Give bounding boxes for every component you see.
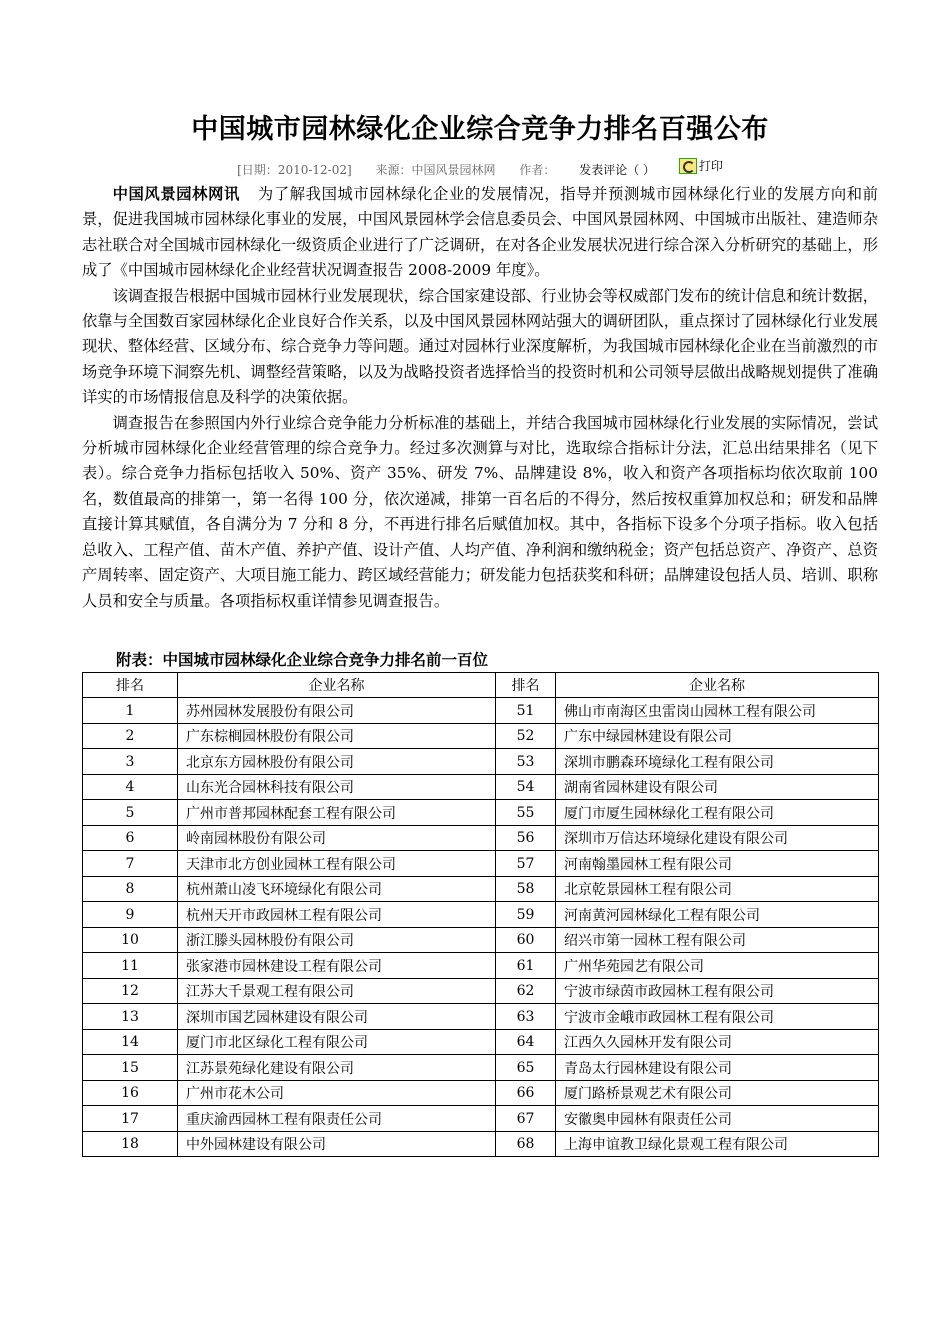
company-cell: 宁波市绿茵市政园林工程有限公司: [556, 978, 879, 1004]
company-cell: 青岛太行园林建设有限公司: [556, 1055, 879, 1081]
rank-cell: 57: [496, 851, 556, 877]
company-cell: 绍兴市第一园林工程有限公司: [556, 927, 879, 953]
rank-cell: 51: [496, 698, 556, 724]
document-page: [82, 100, 878, 1157]
rank-cell: 55: [496, 800, 556, 826]
rank-cell: 2: [83, 723, 178, 749]
rank-cell: 59: [496, 902, 556, 928]
table-row: [83, 927, 879, 953]
company-cell: 广州市花木公司: [178, 1080, 496, 1106]
rank-cell: 64: [496, 1029, 556, 1055]
source-text: 来源：中国风景园林网: [375, 163, 496, 177]
table-row: [83, 825, 879, 851]
company-cell: 广州华苑园艺有限公司: [556, 953, 879, 979]
article-body: [82, 182, 878, 614]
company-cell: 深圳市万信达环境绿化建设有限公司: [556, 825, 879, 851]
company-cell: 杭州天开市政园林工程有限公司: [178, 902, 496, 928]
lead-text: 中国风景园林网讯: [112, 185, 240, 203]
company-cell: 山东光合园林科技有限公司: [178, 774, 496, 800]
company-cell: 北京东方园林股份有限公司: [178, 749, 496, 775]
company-cell: 江苏景苑绿化建设有限公司: [178, 1055, 496, 1081]
company-cell: 杭州萧山凌飞环境绿化有限公司: [178, 876, 496, 902]
company-cell: 上海申谊教卫绿化景观工程有限公司: [556, 1131, 879, 1157]
rank-cell: 3: [83, 749, 178, 775]
company-cell: 深圳市鹏森环境绿化工程有限公司: [556, 749, 879, 775]
rank-cell: 17: [83, 1106, 178, 1132]
table-header-row: [83, 672, 879, 698]
rank-cell: 67: [496, 1106, 556, 1132]
page-title: 中国城市园林绿化企业综合竞争力排名百强公布: [191, 114, 769, 145]
print-icon: [679, 158, 697, 174]
rank-cell: 4: [83, 774, 178, 800]
company-cell: 广州市普邦园林配套工程有限公司: [178, 800, 496, 826]
rank-cell: 65: [496, 1055, 556, 1081]
rank-cell: 53: [496, 749, 556, 775]
company-cell: 深圳市国艺园林建设有限公司: [178, 1004, 496, 1030]
table-body: [83, 698, 879, 1157]
rank-cell: 54: [496, 774, 556, 800]
header-rank-left: 排名: [83, 672, 178, 698]
rank-cell: 9: [83, 902, 178, 928]
rank-cell: 10: [83, 927, 178, 953]
rank-cell: 61: [496, 953, 556, 979]
company-cell: 天津市北方创业园林工程有限公司: [178, 851, 496, 877]
table-row: [83, 978, 879, 1004]
company-cell: 安徽奥申园林有限责任公司: [556, 1106, 879, 1132]
company-cell: 河南黄河园林绿化工程有限公司: [556, 902, 879, 928]
table-row: [83, 876, 879, 902]
date-text: [日期：2010-12-02]: [237, 163, 352, 177]
company-cell: 厦门市北区绿化工程有限公司: [178, 1029, 496, 1055]
rank-cell: 56: [496, 825, 556, 851]
table-row: [83, 698, 879, 724]
author-text: 作者：: [519, 163, 556, 177]
paragraph-2: 该调查报告根据中国城市园林行业发展现状，综合国家建设部、行业协会等权威部门发布的统计信息和统计数据，依靠与全国数百家园林绿化企业良好合作关系，以及中国风景园林网站强大的调研团队，重点探讨了园林绿化行业发展现状、整体经营、区域分布、综合竞争力等问题。通过对园林行业深度解析，为我国城市园林绿化企业在当前激烈的市场竞争环境下洞察先机、调整经营策略，以及为战略投资者选择恰当的投资时机和公司领导层做出战略规划提供了准确详实的市场情报信息及科学的决策依据。: [82, 286, 878, 407]
table-row: [83, 1055, 879, 1081]
paragraph-3: 调查报告在参照国内外行业综合竞争能力分析标准的基础上，并结合我国城市园林绿化行业发展的实际情况，尝试分析城市园林绿化企业经营管理的综合竞争力。经过多次测算与对比，选取综合指标计分法，汇总出结果排名（见下表）。综合竞争力指标包括收入 50%、资产 35%、研发 7%、品牌建设 8%，收入和资产各项指标均依次取前 100 名，数值最高的排第一，第一名得 100 分，依次递减，排第一百名后的不得分，然后按权重算加权总和；研发和品牌直接计算其赋值，各自满分为 7 分和 8 分，不再进行排名后赋值加权。其中，各指标下设多个分项子指标。收入包括总收入、工程产值、苗木产值、养护产值、设计产值、人均产值、净利润和缴纳税金；资产包括总资产、净资产、总资产周转率、固定资产、大项目施工能力、跨区域经营能力；研发能力包括获奖和科研；品牌建设包括人员、培训、职称人员和安全与质量。各项指标权重详情参见调查报告。: [82, 413, 878, 610]
paragraph-1-text: 为了解我国城市园林绿化企业的发展情况，指导并预测城市园林绿化行业的发展方向和前景，促进我国城市园林绿化事业的发展，中国风景园林学会信息委员会、中国风景园林网、中国城市出版社、建造师杂志社联合对全国城市园林绿化一级资质企业进行了广泛调研，在对各企业发展状况进行综合深入分析研究的基础上，形成了《中国城市园林绿化企业经营状况调查报告 2008-2009 年度》。: [82, 185, 878, 280]
article-meta: [82, 156, 878, 176]
rank-cell: 6: [83, 825, 178, 851]
company-cell: 重庆渝西园林工程有限责任公司: [178, 1106, 496, 1132]
table-row: [83, 723, 879, 749]
company-cell: 苏州园林发展股份有限公司: [178, 698, 496, 724]
company-cell: 岭南园林股份有限公司: [178, 825, 496, 851]
header-name-left: 企业名称: [178, 672, 496, 698]
table-row: [83, 774, 879, 800]
rank-cell: 68: [496, 1131, 556, 1157]
table-row: [83, 953, 879, 979]
header-rank-right: 排名: [496, 672, 556, 698]
rank-cell: 62: [496, 978, 556, 1004]
table-row: [83, 1106, 879, 1132]
comment-link[interactable]: 发表评论（ ）: [579, 163, 656, 177]
company-cell: 宁波市金峨市政园林工程有限公司: [556, 1004, 879, 1030]
company-cell: 厦门路桥景观艺术有限公司: [556, 1080, 879, 1106]
rank-cell: 63: [496, 1004, 556, 1030]
table-row: [83, 1131, 879, 1157]
rank-cell: 1: [83, 698, 178, 724]
rank-cell: 16: [83, 1080, 178, 1106]
table-row: [83, 1080, 879, 1106]
table-caption: 附表：中国城市园林绿化企业综合竞争力排名前一百位: [116, 650, 489, 669]
rank-cell: 15: [83, 1055, 178, 1081]
table-row: [83, 749, 879, 775]
company-cell: 张家港市园林建设工程有限公司: [178, 953, 496, 979]
paragraph-1: [82, 182, 878, 284]
company-cell: 佛山市南海区虫雷岗山园林工程有限公司: [556, 698, 879, 724]
print-link[interactable]: [679, 156, 723, 176]
rank-cell: 66: [496, 1080, 556, 1106]
ranking-table: [82, 672, 879, 1158]
table-row: [83, 902, 879, 928]
rank-cell: 60: [496, 927, 556, 953]
rank-cell: 7: [83, 851, 178, 877]
rank-cell: 14: [83, 1029, 178, 1055]
company-cell: 江西久久园林开发有限公司: [556, 1029, 879, 1055]
table-row: [83, 851, 879, 877]
rank-cell: 58: [496, 876, 556, 902]
table-row: [83, 1029, 879, 1055]
rank-cell: 11: [83, 953, 178, 979]
company-cell: 河南翰墨园林工程有限公司: [556, 851, 879, 877]
company-cell: 湖南省园林建设有限公司: [556, 774, 879, 800]
table-row: [83, 800, 879, 826]
table-row: [83, 1004, 879, 1030]
company-cell: 广东中绿园林建设有限公司: [556, 723, 879, 749]
company-cell: 广东棕榈园林股份有限公司: [178, 723, 496, 749]
company-cell: 北京乾景园林工程有限公司: [556, 876, 879, 902]
rank-cell: 12: [83, 978, 178, 1004]
company-cell: 江苏大千景观工程有限公司: [178, 978, 496, 1004]
rank-cell: 8: [83, 876, 178, 902]
rank-cell: 52: [496, 723, 556, 749]
company-cell: 中外园林建设有限公司: [178, 1131, 496, 1157]
rank-cell: 5: [83, 800, 178, 826]
rank-cell: 13: [83, 1004, 178, 1030]
rank-cell: 18: [83, 1131, 178, 1157]
print-label: 打印: [698, 159, 723, 173]
company-cell: 厦门市厦生园林绿化工程有限公司: [556, 800, 879, 826]
company-cell: 浙江滕头园林股份有限公司: [178, 927, 496, 953]
header-name-right: 企业名称: [556, 672, 879, 698]
